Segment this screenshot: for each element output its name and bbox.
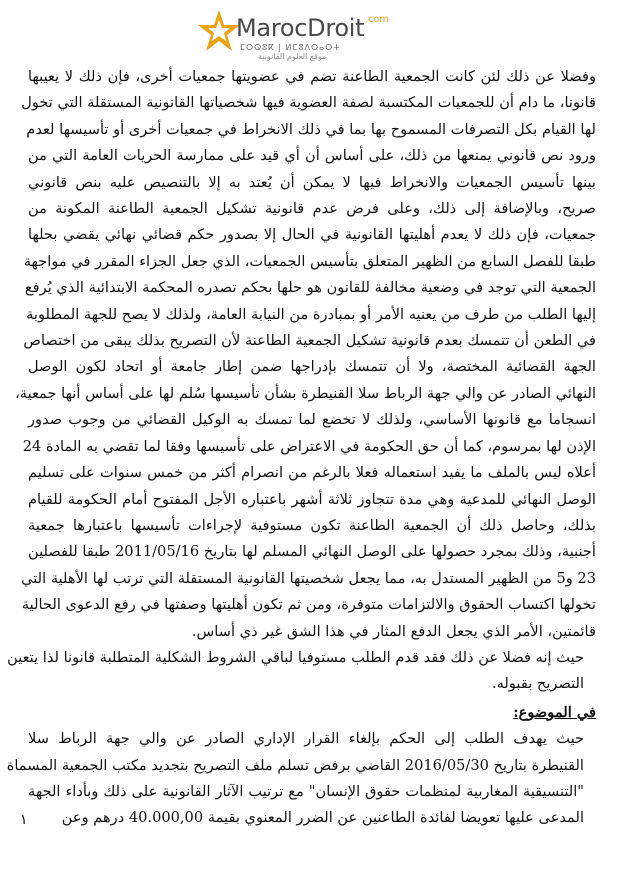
paragraph-2 <box>7 645 596 698</box>
text-line: لها القيام بكل التصرفات المسموح بها بما في ذلك الانخراط في جمعيات أخرى أو تأسيسها لعدم <box>26 120 596 138</box>
text-line: تخولها اكتساب الحقوق والالتزامات متوفرة، ومن ثم تكون أهليتها وصفتها في رفع الدعوى الحالية <box>21 596 596 614</box>
text-line: بينها تأسيس الجمعيات والانخراط فيها لا يمكن أن يُعتد به إلا بالتنصيص عليه بنص قانوني <box>28 173 596 191</box>
site-logo <box>196 8 436 60</box>
text-line: القنيطرة بتاريخ 2016/05/30 القاضي برفض تسلم ملف التصريح بتجديد مكتب الجمعية المسماة <box>6 756 584 774</box>
text-line: انسجاما مع قانونها الأساسي، ولذلك لا تخضع لما تمسك به الوكيل القضائي من وجوب صدور <box>28 411 596 429</box>
text-line: "التنسيقية المغاربية لمنظمات حقوق الإنسان" مع ترتيب الآثار القانونية على ذلك وبأداء الجهة <box>28 782 584 800</box>
text-line: الجهة القضائية المختصة، ولا أن تتمسك بإدراجها ضمن إطار جامعة أو اتحاد لكون الوصل <box>28 358 596 376</box>
text-line: حيث إنه فضلا عن ذلك فقد قدم الطلب مستوفيا لباقي الشروط الشكلية المتطلبة قانونا لذا يتعين <box>7 648 584 666</box>
paragraph-3 <box>6 726 596 832</box>
text-line: وفضلا عن ذلك لئن كانت الجمعية الطاعنة تضم في عضويتها جمعيات أخرى، فإن ذلك لا يعيبها <box>28 68 596 85</box>
page-number: ١ <box>20 812 28 828</box>
text-line: ورود نص قانوني يمنعها من ذلك، على أساس أن أي قيد على ممارسة الحريات العامة التي من <box>28 147 596 165</box>
text-line: جمعيات، فإن ذلك لا يعدم أهليتها القانونية في الحال إلا بصدور حكم قضائي نهائي يقضي بحلها <box>28 226 596 244</box>
text-line: الوصل النهائي للمدعية وهي مدة تتجاوز ثلاثة أشهر باعتباره الأجل المفتوح أمام الحكومة للقيام <box>28 490 596 508</box>
text-line: إليها الطلب من طرف من يعنيه الأمر أو بمبادرة من النيابة العامة، ولذلك لا يصح للجهة المطلوبة <box>26 305 596 323</box>
text-line: الإذن لها بمرسوم، كما أن حق الحكومة في الاعتراض على تأسيسها وفقا لما تقضي به المادة 24 <box>22 437 596 455</box>
text-line: المدعى عليها تعويضا لفائدة الطاعنين عن الضرر المعنوي بقيمة 40.000,00 درهم وعن <box>61 809 584 827</box>
text-line: صريح، وبالإضافة إلى ذلك، وعلى فرض عدم قانونية تشكيل الجمعية الطاعنة المكونة من <box>28 200 596 218</box>
text-line: أعلاه ليس بالملف ما يفيد استعماله فعلا بالرغم من انصرام أكثر من خمس سنوات على تسليم <box>28 464 596 482</box>
logo-suffix: .com <box>365 14 389 25</box>
text-line: الجمعية التي توجد في وضعية مخالفة للقانون هو حلها بحكم تصدره المحكمة الابتدائية الذي يُرفع <box>24 279 596 297</box>
text-line: في الطعن أن تتمسك بعدم قانونية تشكيل الجمعية الطاعنة لأن التصريح بذلك يبقى من اختصاص <box>23 332 596 350</box>
logo-name: MarocDroit$^{.com}$ <box>236 14 389 42</box>
text-line: قائمتين، الأمر الذي يجعل الدفع المثار في هذا الشق غير ذي أساس. <box>191 622 596 640</box>
document-body <box>6 64 596 832</box>
text-line: طبقا للفصل السابع من الظهير المتعلق بتأسيس الجمعيات، الذي جعل الجزاء المقرر في مواجهة <box>23 252 596 270</box>
text-line: التصريح بقبوله. <box>491 675 584 693</box>
text-line: قانونا، ما دام أن للجمعيات المكتسبة لصفة العضوية فيها شخصياتها القانونية المستقلة التي تخول <box>21 94 596 112</box>
text-line: بذلك، وحاصل ذلك أن الجمعية الطاعنة تكون مستوفية لإجراءات تأسيسها باعتبارها جمعية <box>28 516 596 534</box>
text-line: 23 و5 من الظهير المستدل به، مما يجعل شخصيتها القانونية المستقلة التي ترتب لها الأهلية التي <box>21 569 596 587</box>
logo-berber-text: ⵎⵔⵕⵓⴽ | ⵍⵎⵓⴷⵔⴰⵔⵜ <box>240 43 341 52</box>
logo-tagline: موقع العلوم القانونية <box>258 52 327 61</box>
text-line: النهائي الصادر عن والي جهة الرباط سلا القنيطرة بشأن تأسيسها سُلم لها على أساس أنها جمعية، <box>15 384 596 402</box>
paragraph-1 <box>15 64 596 645</box>
text-line: حيث يهدف الطلب إلى الحكم بإلغاء القرار الإداري الصادر عن والي جهة الرباط سلا <box>28 730 584 748</box>
section-heading: في الموضوع: <box>513 703 596 721</box>
text-line: أجنبية، وذلك بمجرد حصولها على الوصل النهائي المسلم لها بتاريخ 2011/05/16 طبقا للفصلين <box>28 543 596 561</box>
